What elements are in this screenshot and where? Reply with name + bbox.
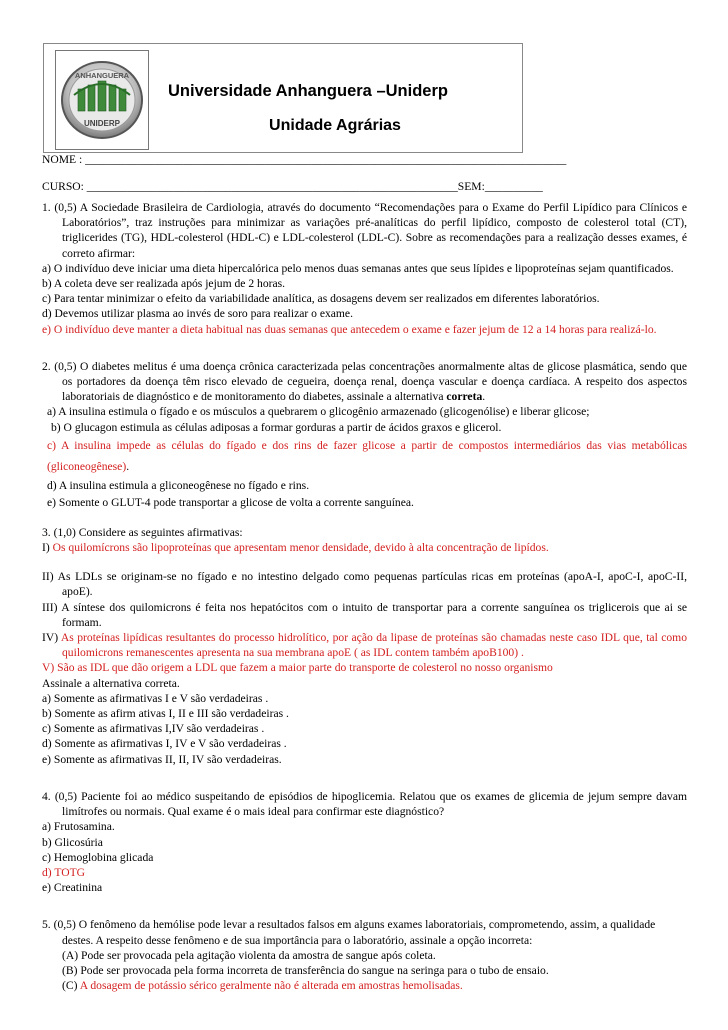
question-1-option-e[interactable]: e) O indivíduo deve manter a dieta habitual nas duas semanas que antecedem o exame e fazer jejum de 12 a 14 horas para realizá-lo. [42,322,657,336]
question-3-statement-v: V) São as IDL que dão origem a LDL que fazem a maior parte do transporte de colesterol no nosso organismo [42,661,553,675]
logo-frame [55,50,149,150]
question-2-option-e[interactable]: e) Somente o GLUT-4 pode transportar a glicose de volta a corrente sanguínea. [47,495,414,509]
question-3-option-d[interactable]: d) Somente as afirmativas I, IV e V são verdadeiras . [42,737,287,751]
question-2 [42,359,687,511]
question-1-option-a[interactable]: a) O indivíduo deve iniciar uma dieta hipercalórica pelo menos duas semanas antes que seus lípides e lipoproteínas sejam quantificados. [42,261,674,275]
exam-questions [42,200,687,993]
name-field[interactable]: NOME : ___________________________________________________________________________________ [42,153,567,166]
question-2-stem-end: . [482,390,486,404]
logo-text-top: ANHANGUERA [74,71,130,80]
question-3-option-a[interactable]: a) Somente as afirmativas I e V são verdadeiras . [42,691,269,705]
question-4-stem: 4. (0,5) Paciente foi ao médico suspeitando de episódios de hipoglicemia. Relatou que os exames de glicemia de jejum sempre davam limítrofes ou normais. Qual exame é o mais ideal para confirmar este diagnóstico? [42,789,687,819]
question-3-instruction: Assinale a alternativa correta. [42,676,180,690]
question-5-option-c[interactable] [42,978,687,993]
question-2-option-b[interactable]: b) O glucagon estimula as células adiposas a formar gorduras a partir de ácidos graxos e glicerol. [51,420,502,434]
question-4-option-c[interactable]: c) Hemoglobina glicada [42,850,154,864]
unit-title: Unidade Agrárias [269,117,401,134]
question-4-option-a[interactable]: a) Frutosamina. [42,820,115,834]
question-3 [42,525,687,767]
question-4-option-b[interactable]: b) Glicosúria [42,835,103,849]
statement-iv-text: As proteínas lipídicas resultantes do processo hidrolítico, por ação da lipase de proteínas são chamadas neste caso IDL que, tal como quilomicrons remanescentes apresenta na sua membrana apoE ( as IDL contem também apoB100) . [60,631,687,660]
question-3-option-b[interactable]: b) Somente as afirm ativas I, II e III são verdadeiras . [42,707,289,721]
question-1-stem: 1. (0,5) A Sociedade Brasileira de Cardiologia, através do documento “Recomendações para o Exame do Perfil Lipídico para Clínicos e Laboratórios”, traz instruções para minimizar as variações pré-analíticas do perfil lipídico, composto de colesterol total (CT), triglicerides (TG), HDL-colesterol (HDL-C) e LDL-colesterol (LDL-C). Sobre as recomendações para a realização desses exames, é correto afirmar: [42,201,687,260]
question-2-stem [42,359,687,405]
option-c-text: A dosagem de potássio sérico geralmente não é alterada em amostras hemolisadas. [79,979,463,993]
question-3-option-c[interactable]: c) Somente as afirmativas I,IV são verdadeiras . [42,722,265,736]
question-3-statement-iv [42,630,687,660]
question-1 [42,200,687,337]
question-3-statement-i [42,540,687,555]
university-logo [56,51,148,149]
question-5-option-a[interactable]: (A) Pode ser provocada pela agitação violenta da amostra de sangue após coleta. [62,948,436,962]
question-5-option-b[interactable]: (B) Pode ser provocada pela forma incorreta de transferência do sangue na seringa para o tubo de ensaio. [62,963,549,977]
question-2-option-c-text: c) A insulina impede as células do fígado e dos rins de fazer glicose a partir de compostos intermediários das vias metabólicas (gliconeogênese) [47,438,687,473]
question-2-option-c[interactable] [42,435,687,477]
question-3-statement-iii: III) A síntese dos quilomicrons é feita nos hepatócitos com o intuito de transportar para a corrente sanguínea os triglicerois que ai se formam. [42,600,687,629]
university-title: Universidade Anhanguera –Uniderp [168,82,448,100]
question-3-option-e[interactable]: e) Somente as afirmativas II, II, IV são verdadeiras. [42,752,282,766]
statement-i-label: I) [42,541,53,555]
question-2-stem-text: 2. (0,5) O diabetes melitus é uma doença crônica caracterizada pelas concentrações anormalmente altas de glicose plasmática, sendo que os portadores da doença têm risco elevado de cegueira, doença renal, doença vascular e doença cardíaca. A respeito dos aspectos laboratoriais de diagnóstico e de monitoramento do diabetes, assinale a alternativa [42,359,687,404]
question-1-option-b[interactable]: b) A coleta deve ser realizada após jejum de 2 horas. [42,277,286,291]
course-field[interactable]: CURSO: ________________________________________________________________SEM:__________ [42,180,543,193]
logo-text-bottom: UNIDERP [83,119,121,128]
question-5 [42,917,687,993]
question-1-option-c[interactable]: c) Para tentar minimizar o efeito da variabilidade analítica, as dosagens devem ser realizados em diferentes laboratórios. [42,292,600,306]
question-3-stem: 3. (1,0) Considere as seguintes afirmativas: [42,525,243,539]
question-4-option-d[interactable]: d) TOTG [42,865,86,879]
question-4 [42,789,687,895]
question-4-option-e[interactable]: e) Creatinina [42,881,103,895]
question-2-option-d[interactable]: d) A insulina estimula a gliconeogênese no fígado e rins. [47,478,310,492]
question-5-stem: 5. (0,5) O fenômeno da hemólise pode levar a resultados falsos em alguns exames laboratoriais, comprometendo, assim, a qualidade destes. A respeito desse fenômeno e de sua importância para o laboratório, assinale a opção incorreta: [42,918,656,947]
statement-i-text: Os quilomícrons são lipoproteínas que apresentam menor densidade, devido à alta concentração de lipídos. [52,541,549,555]
question-1-option-d[interactable]: d) Devemos utilizar plasma ao invés de soro para realizar o exame. [42,307,353,321]
option-c-label: (C) [62,979,80,993]
question-2-stem-emphasis: correta [446,390,483,404]
question-2-option-c-end: . [126,459,130,473]
question-2-option-a[interactable]: a) A insulina estimula o fígado e os músculos a quebrarem o glicogênio armazenado (glicogenólise) e liberar glicose; [47,405,590,419]
question-3-statement-ii: II) As LDLs se originam-se no fígado e no intestino delgado como pequenas partículas ricas em proteínas (apoA-I, apoC-I, apoC-II, apoE). [42,570,687,599]
statement-iv-label: IV) [42,631,61,645]
